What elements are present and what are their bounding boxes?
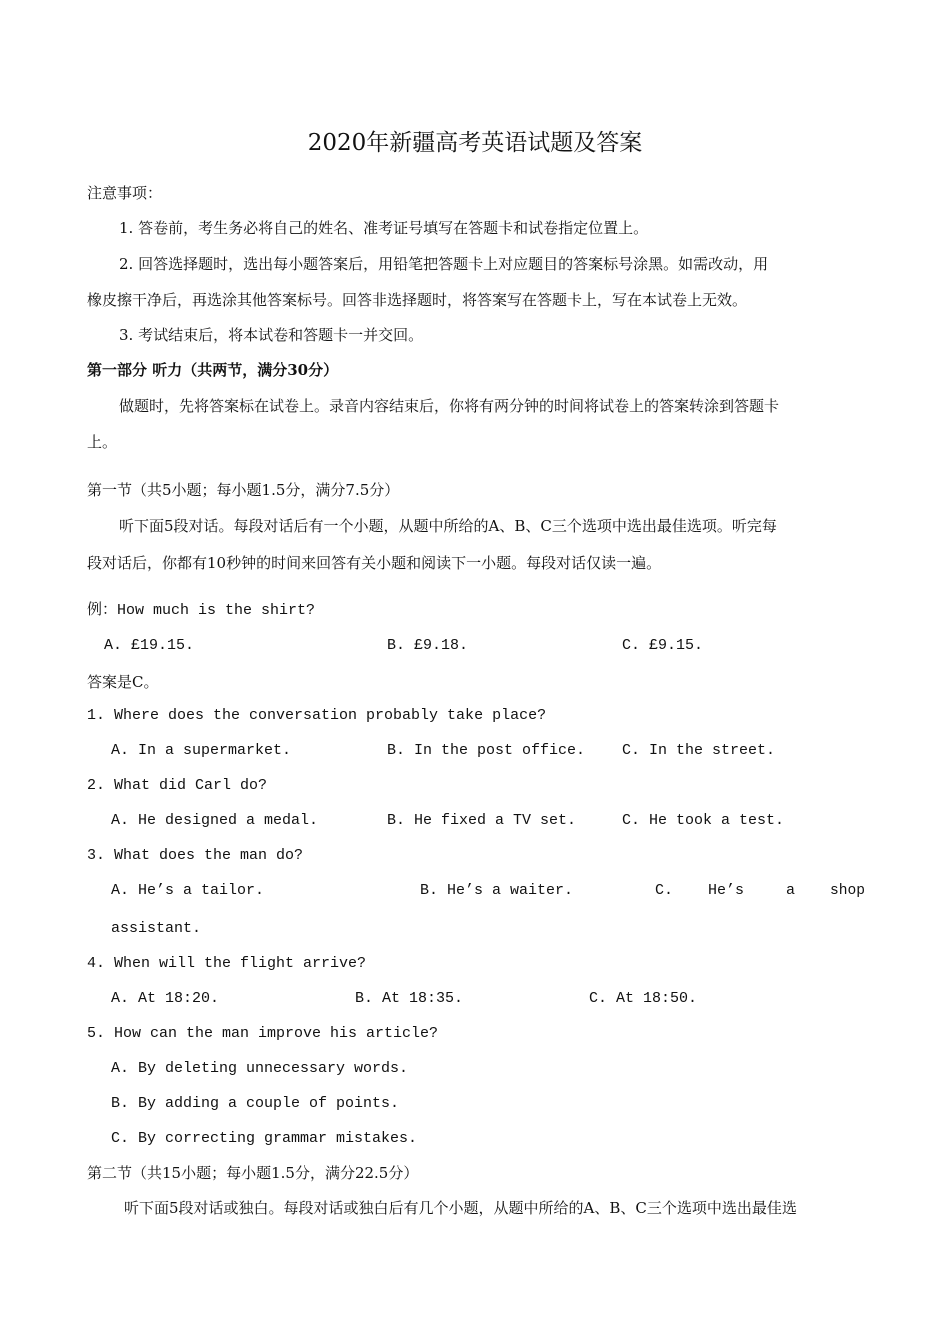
question-3-option-c-word-2: a [786,882,796,899]
example-question: 例：How much is the shirt? [87,602,316,619]
section2-intro-line-1: 听下面5段对话或独白。每段对话或独白后有几个小题，从题中所给的A、B、C三个选项中选出最佳选 [124,1199,797,1217]
question-3-option-c-continued: assistant. [111,920,202,937]
part1-intro-line-1: 做题时，先将答案标在试卷上。录音内容结束后，你将有两分钟的时间将试卷上的答案转涂到答题卡 [119,397,780,415]
example-answer: 答案是C。 [87,673,159,691]
question-1: 1. Where does the conversation probably take place? [87,707,547,724]
question-5-option-b: B. By adding a couple of points. [111,1095,400,1112]
example-option-a: A. £19.15. [104,637,195,654]
notice-item-3: 3. 考试结束后，将本试卷和答题卡一并交回。 [119,326,424,344]
question-3-option-c-word-1: He’s [708,882,745,899]
question-5-option-a: A. By deleting unnecessary words. [111,1060,409,1077]
question-5: 5. How can the man improve his article? [87,1025,439,1042]
question-1-option-a: A. In a supermarket. [111,742,292,759]
section1-heading: 第一节（共5小题；每小题1.5分，满分7.5分） [87,481,400,499]
notice-heading: 注意事项： [87,184,163,202]
question-4-option-b: B. At 18:35. [355,990,464,1007]
notice-item-2-line-2: 橡皮擦干净后，再选涂其他答案标号。回答非选择题时，将答案写在答题卡上，写在本试卷上无效。 [87,291,748,309]
section1-intro-line-1: 听下面5段对话。每段对话后有一个小题，从题中所给的A、B、C三个选项中选出最佳选项。听完每 [119,517,777,535]
question-3-option-a: A. He’s a tailor. [111,882,265,899]
question-3-option-c-word-3: shop [830,883,865,899]
question-4: 4. When will the flight arrive? [87,955,367,972]
example-option-b: B. £9.18. [387,637,469,654]
question-2-option-c: C. He took a test. [622,812,785,829]
example-option-c: C. £9.15. [622,637,704,654]
page-title: 2020年新疆高考英语试题及答案 [307,130,643,156]
question-3-option-c-letter: C. [655,882,674,899]
question-2-option-b: B. He fixed a TV set. [387,812,577,829]
notice-item-2-line-1: 2. 回答选择题时，选出每小题答案后，用铅笔把答题卡上对应题目的答案标号涂黑。如需改动，用 [119,255,769,273]
question-4-option-c: C. At 18:50. [589,990,698,1007]
question-3: 3. What does the man do? [87,847,304,864]
section1-intro-line-2: 段对话后，你都有10秒钟的时间来回答有关小题和阅读下一小题。每段对话仅读一遍。 [87,554,662,572]
part1-heading: 第一部分 听力（共两节，满分30分） [87,361,339,379]
question-2-option-a: A. He designed a medal. [111,812,319,829]
question-4-option-a: A. At 18:20. [111,990,220,1007]
notice-item-1: 1. 答卷前，考生务必将自己的姓名、准考证号填写在答题卡和试卷指定位置上。 [119,219,649,237]
question-3-option-b: B. He’s a waiter. [420,882,574,899]
question-2: 2. What did Carl do? [87,777,268,794]
part1-intro-line-2: 上。 [87,433,118,451]
question-1-option-c: C. In the street. [622,742,776,759]
section2-heading: 第二节（共15小题；每小题1.5分，满分22.5分） [87,1164,419,1182]
question-5-option-c: C. By correcting grammar mistakes. [111,1130,418,1147]
question-1-option-b: B. In the post office. [387,742,586,759]
